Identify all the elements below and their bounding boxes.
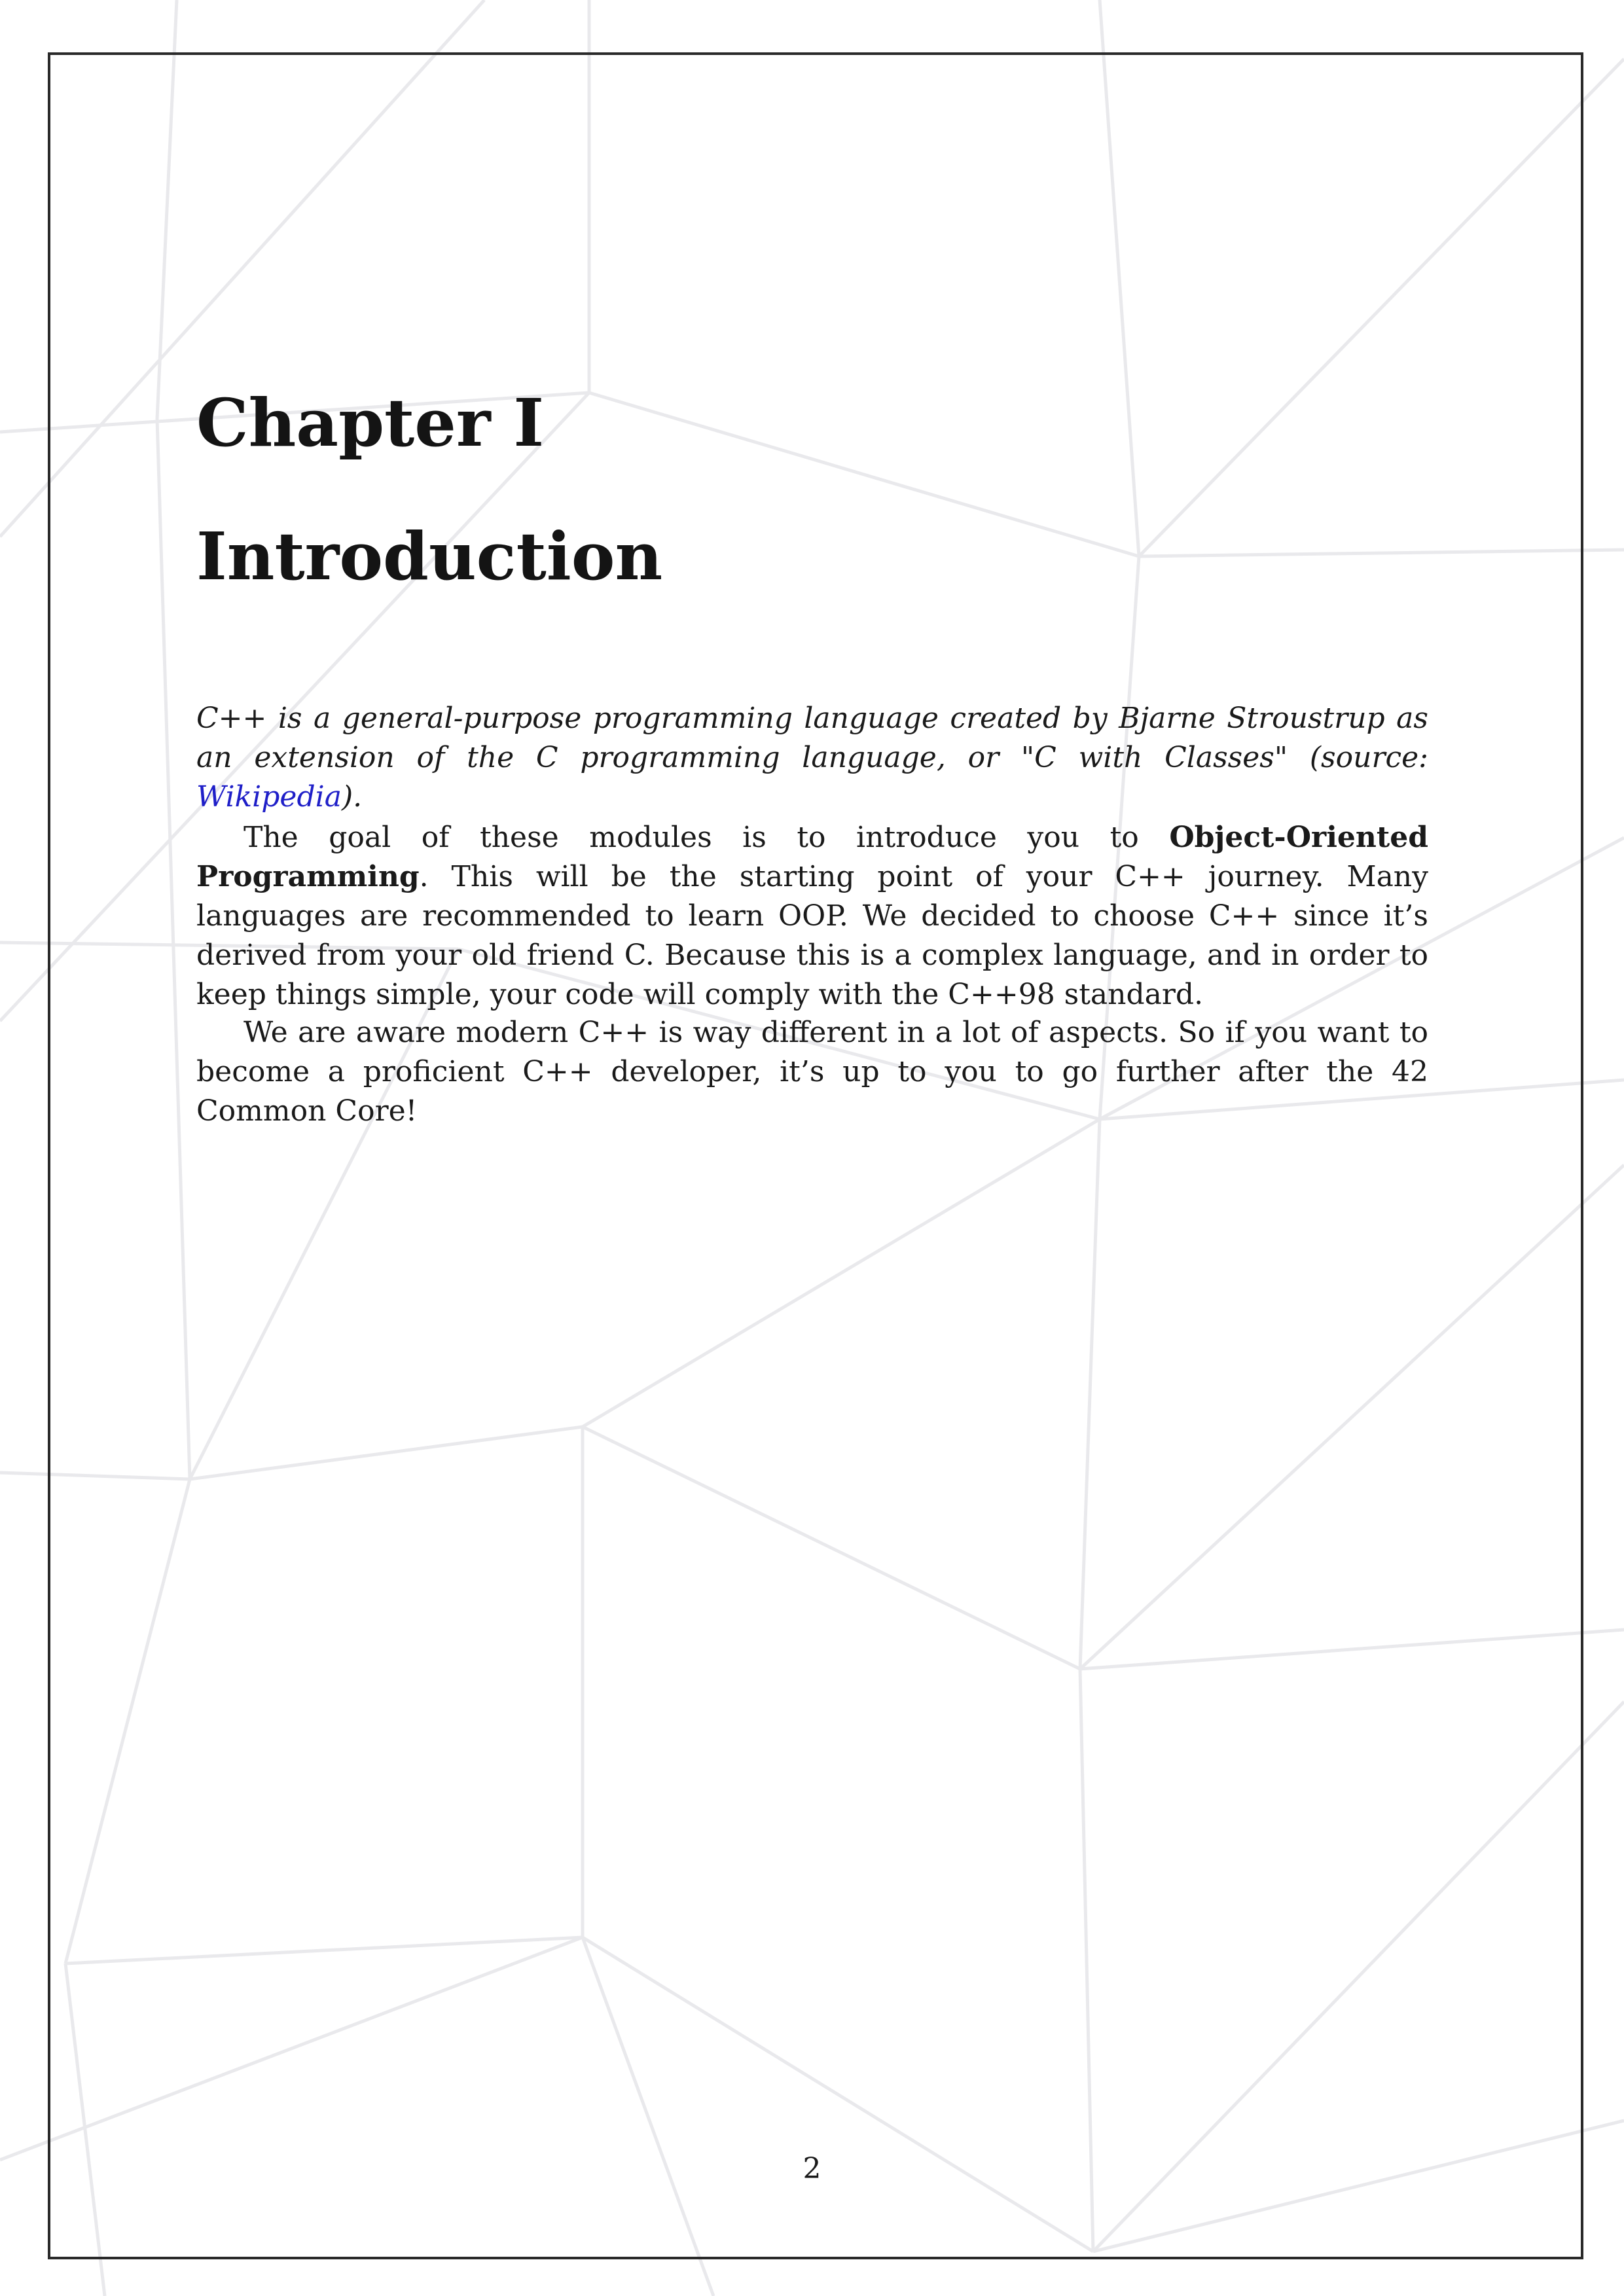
- body-paragraph-1: [196, 818, 1428, 1014]
- epigraph-text-end: ).: [341, 780, 363, 814]
- epigraph: [196, 699, 1428, 817]
- page-border: [48, 52, 1583, 2259]
- paragraph-text: The goal of these modules is to introduce you to: [244, 821, 1170, 854]
- paragraph-text-cont: . This will be the starting point of your C++ journey. Many languages are recommended to learn OOP. We decided to choose C++ since it’s derived from your old friend C. Because this is a complex language, and in order to keep things simple, your code will comply with the C++98 standard.: [196, 860, 1428, 1011]
- page-number: 2: [803, 2152, 821, 2185]
- wikipedia-link[interactable]: Wikipedia: [196, 780, 342, 814]
- epigraph-text: C++ is a general-purpose programming language created by Bjarne Stroustrup as an extension of the C programming language, or "C with Classes" (source:: [196, 702, 1428, 774]
- chapter-label: Chapter I: [196, 384, 545, 461]
- bold-term: Object-Oriented Programming: [196, 821, 1428, 893]
- chapter-title: Introduction: [196, 518, 663, 595]
- body-paragraph-2: We are aware modern C++ is way different in a lot of aspects. So if you want to become a proficient C++ developer, it’s up to you to go further after the 42 Common Core!: [196, 1016, 1428, 1128]
